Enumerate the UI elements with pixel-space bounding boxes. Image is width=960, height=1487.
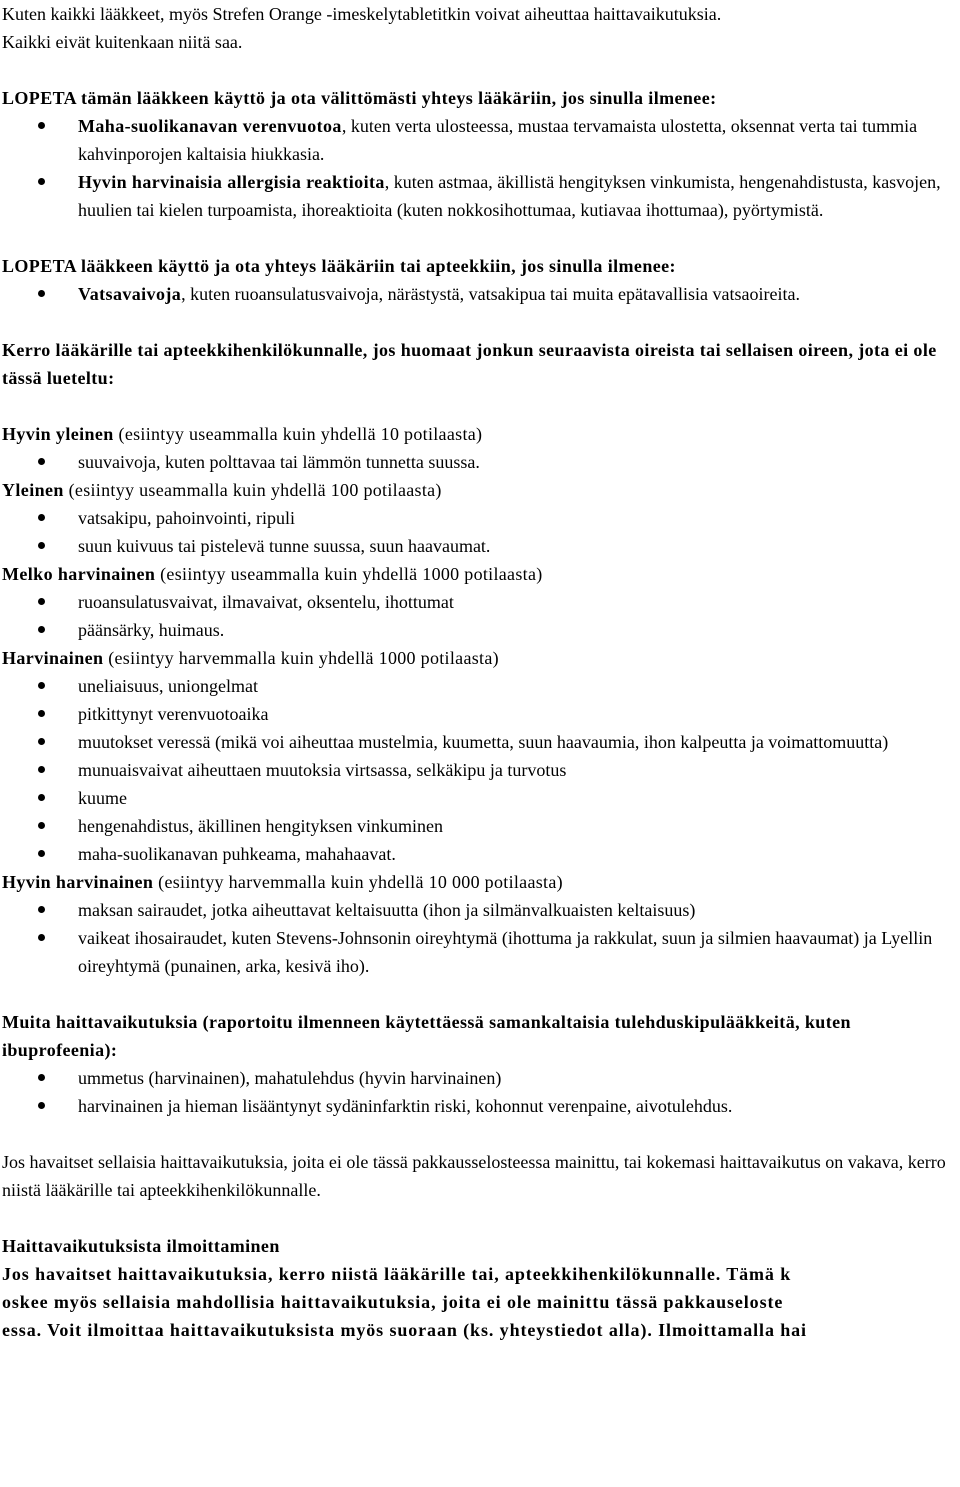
bullet-icon [38,682,45,689]
list-item: ummetus (harvinainen), mahatulehdus (hyvin harvinainen) [2,1064,952,1092]
reporting-heading: Haittavaikutuksista ilmoittaminen [2,1236,280,1256]
frequency-groups [2,420,952,980]
bullet-icon [38,626,45,633]
bullet-icon [38,458,45,465]
bullet-icon [38,906,45,913]
bullet-icon [38,934,45,941]
bullet-icon [38,514,45,521]
reporting-line: essa. Voit ilmoittaa haittavaikutuksista myös suoraan (ks. yhteystiedot alla). Ilmoittamalla hai [2,1320,807,1340]
bullet-icon [38,1074,45,1081]
list-item: vaikeat ihosairaudet, kuten Stevens-Johnsonin oireyhtymä (ihottuma ja rakkulat, suun ja silmien haavaumat) ja Lyellin oireyhtymä (punainen, arka, kesivä iho). [2,924,952,980]
frequency-heading: Hyvin yleinen (esiintyy useammalla kuin yhdellä 10 potilaasta) [2,424,483,444]
bullet-icon [38,822,45,829]
list-item: maksan sairaudet, jotka aiheuttavat keltaisuutta (ihon ja silmänvalkuaisten keltaisuus) [2,896,952,924]
list-item: maha-suolikanavan puhkeama, mahahaavat. [2,840,952,868]
list-item: Hyvin harvinaisia allergisia reaktioita, kuten astmaa, äkillistä hengityksen vinkumista, hengenahdistusta, kasvojen, huulien tai kielen turpoamista, ihoreaktioita (kuten nokkosihottumaa, kutiavaa ihottumaa), pyörtymistä. [2,168,952,224]
list-item: suuvaivoja, kuten polttavaa tai lämmön tunnetta suussa. [2,448,952,476]
bullet-icon [38,122,45,129]
frequency-heading: Melko harvinainen (esiintyy useammalla kuin yhdellä 1000 potilaasta) [2,564,543,584]
bullet-icon [38,542,45,549]
stop-contact-heading: LOPETA lääkkeen käyttö ja ota yhteys lääkäriin tai apteekkiin, jos sinulla ilmenee: [2,256,676,276]
reporting-line: Jos havaitset haittavaikutuksia, kerro niistä lääkärille tai, apteekkihenkilökunnalle. Tämä k [2,1264,792,1284]
list-item: harvinainen ja hieman lisääntynyt sydäninfarktin riski, kohonnut verenpaine, aivotulehdus. [2,1092,952,1120]
list-item: Vatsavaivoja, kuten ruoansulatusvaivoja, närästystä, vatsakipua tai muita epätavallisia vatsaoireita. [2,280,952,308]
bullet-icon [38,710,45,717]
frequency-list [2,672,952,868]
bullet-icon [38,850,45,857]
frequency-list [2,448,952,476]
bullet-icon [38,178,45,185]
bullet-icon [38,598,45,605]
stop-immediately-heading: LOPETA tämän lääkkeen käyttö ja ota välittömästi yhteys lääkäriin, jos sinulla ilmenee: [2,88,717,108]
frequency-list [2,896,952,980]
intro-line: Kaikki eivät kuitenkaan niitä saa. [2,32,243,52]
bullet-icon [38,738,45,745]
frequency-list [2,504,952,560]
frequency-heading: Harvinainen (esiintyy harvemmalla kuin yhdellä 1000 potilaasta) [2,648,499,668]
list-item: ruoansulatusvaivat, ilmavaivat, oksentelu, ihottumat [2,588,952,616]
bullet-icon [38,290,45,297]
list-item: muutokset veressä (mikä voi aiheuttaa mustelmia, kuumetta, suun haavaumia, ihon kalpeutta ja voimattomuutta) [2,728,952,756]
tell-doctor-heading: Kerro lääkärille tai apteekkihenkilökunnalle, jos huomaat jonkun seuraavista oireista tai sellaisen oireen, jota ei ole tässä lueteltu: [2,340,937,388]
intro-line: Kuten kaikki lääkkeet, myös Strefen Orange -imeskelytabletitkin voivat aiheuttaa haittavaikutuksia. [2,4,722,24]
notice-paragraph: Jos havaitset sellaisia haittavaikutuksia, joita ei ole tässä pakkausselosteessa mainittu, tai kokemasi haittavaikutus on vakava, kerro niistä lääkärille tai apteekkihenkilökunnalle. [2,1152,946,1200]
stop-contact-list [2,280,952,308]
list-item: suun kuivuus tai pistelevä tunne suussa, suun haavaumat. [2,532,952,560]
list-item: uneliaisuus, uniongelmat [2,672,952,700]
frequency-heading: Yleinen (esiintyy useammalla kuin yhdellä 100 potilaasta) [2,480,442,500]
list-item: hengenahdistus, äkillinen hengityksen vinkuminen [2,812,952,840]
bullet-icon [38,766,45,773]
bullet-icon [38,794,45,801]
other-effects-heading: Muita haittavaikutuksia (raportoitu ilmenneen käytettäessä samankaltaisia tulehduskipulääkkeitä, kuten ibuprofeenia): [2,1012,851,1060]
list-item: Maha-suolikanavan verenvuotoa, kuten verta ulosteessa, mustaa tervamaista ulostetta, oksennat verta tai tummia kahvinporojen kaltaisia hiukkasia. [2,112,952,168]
other-effects-list [2,1064,952,1120]
frequency-list [2,588,952,644]
list-item: kuume [2,784,952,812]
list-item: pitkittynyt verenvuotoaika [2,700,952,728]
list-item: vatsakipu, pahoinvointi, ripuli [2,504,952,532]
bullet-icon [38,1102,45,1109]
stop-immediately-list [2,112,952,224]
frequency-heading: Hyvin harvinainen (esiintyy harvemmalla kuin yhdellä 10 000 potilaasta) [2,872,563,892]
reporting-line: oskee myös sellaisia mahdollisia haittavaikutuksia, joita ei ole mainittu tässä pakkauseloste [2,1292,784,1312]
intro [2,0,952,56]
list-item: päänsärky, huimaus. [2,616,952,644]
list-item: munuaisvaivat aiheuttaen muutoksia virtsassa, selkäkipu ja turvotus [2,756,952,784]
